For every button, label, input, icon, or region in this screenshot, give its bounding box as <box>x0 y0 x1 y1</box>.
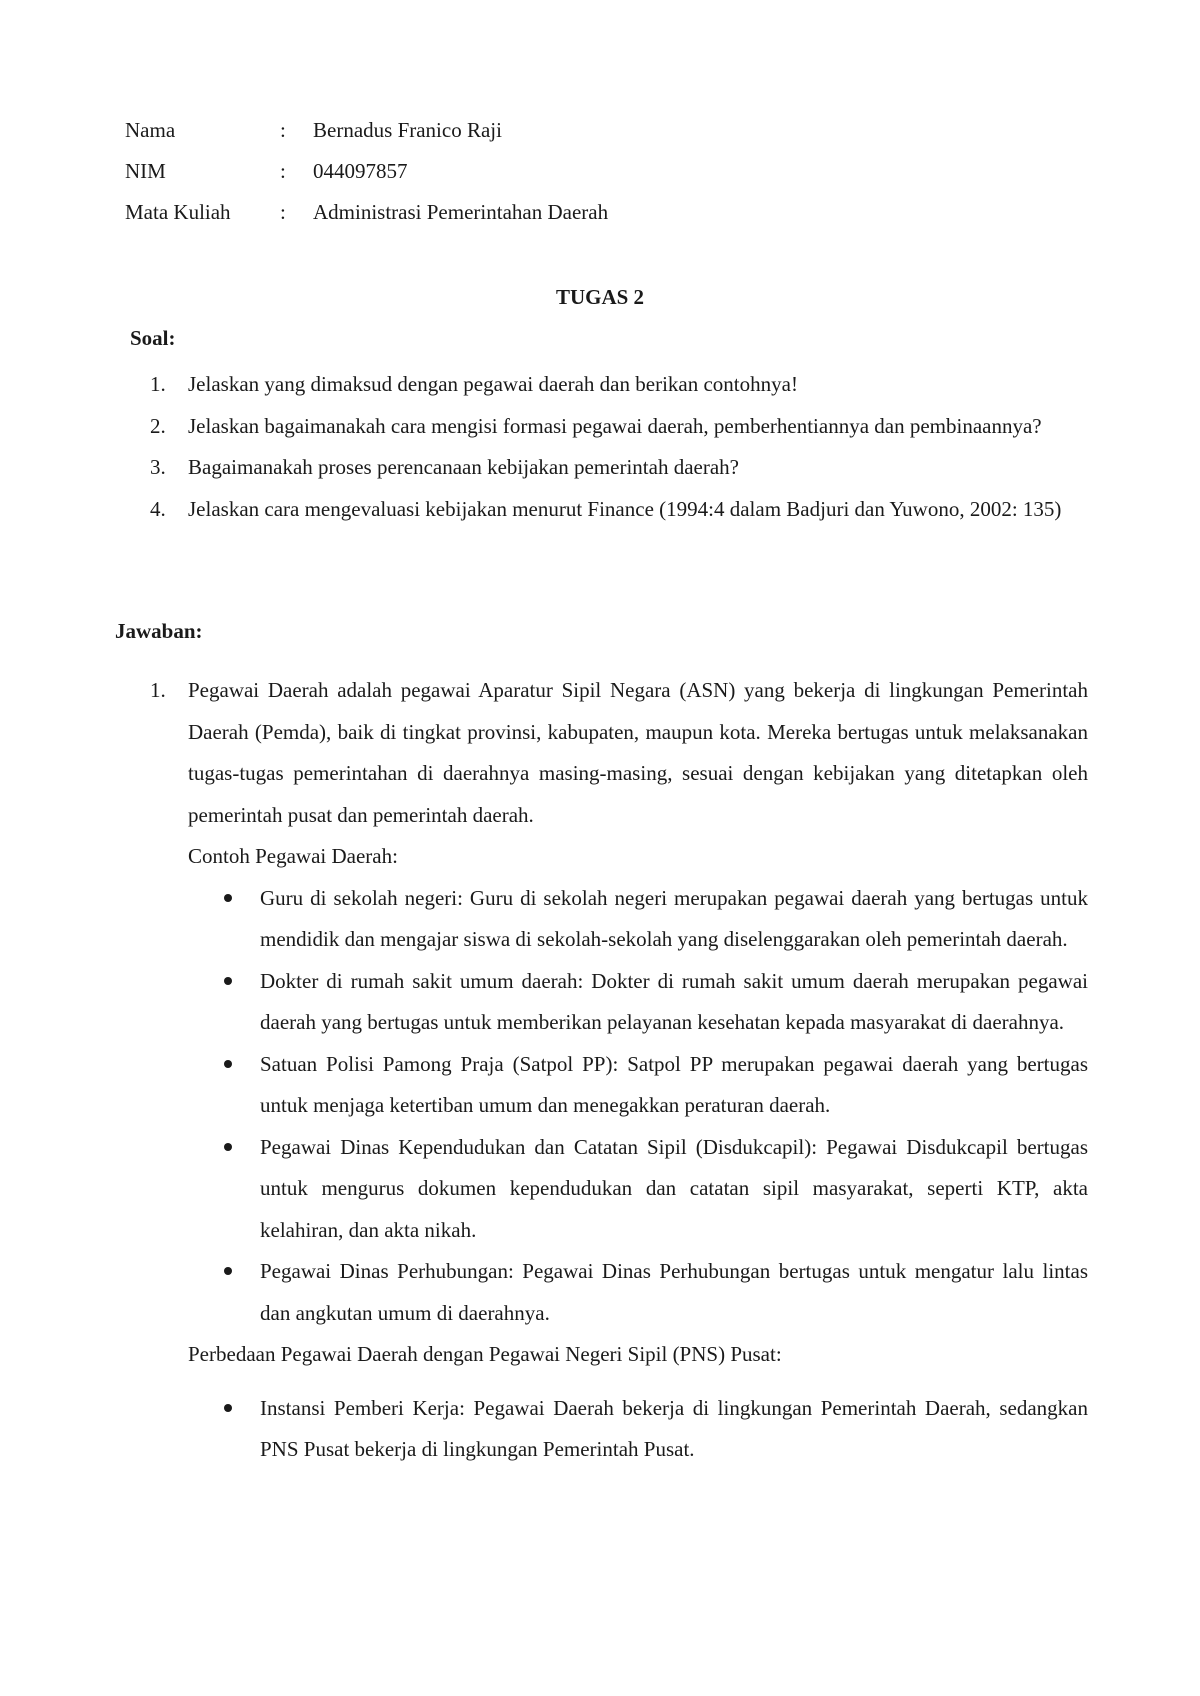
bullet-text: Instansi Pemberi Kerja: Pegawai Daerah bekerja di lingkungan Pemerintah Daerah, sedangkan PNS Pusat bekerja di lingkungan Pemerintah Pusat. <box>260 1395 1088 1461</box>
info-value: Administrasi Pemerintahan Daerah <box>313 200 609 224</box>
soal-heading: Soal: <box>130 326 176 350</box>
info-row-nim <box>125 157 608 198</box>
info-value: 044097857 <box>313 159 408 183</box>
list-item <box>222 1127 1088 1252</box>
info-label: Mata Kuliah <box>125 200 231 224</box>
jawaban-heading: Jawaban: <box>115 619 203 643</box>
info-label: Nama <box>125 118 176 142</box>
page-title: TUGAS 2 <box>555 285 645 309</box>
list-item <box>222 961 1088 1044</box>
item-text: Jelaskan cara mengevaluasi kebijakan menurut Finance (1994:4 dalam Badjuri dan Yuwono, 2002: 135) <box>188 496 1062 521</box>
bullet-icon <box>224 1143 232 1151</box>
contoh-list <box>150 878 1088 1335</box>
bullet-icon <box>224 977 232 985</box>
spacer <box>150 1376 1088 1388</box>
bullet-icon <box>224 1060 232 1068</box>
item-text: Jelaskan yang dimaksud dengan pegawai daerah dan berikan contohnya! <box>188 372 798 396</box>
list-item <box>150 406 1088 448</box>
item-number: 4. <box>150 496 166 521</box>
info-colon: : <box>280 118 286 142</box>
bullet-icon <box>224 1267 232 1275</box>
bullet-icon <box>224 894 232 902</box>
student-info <box>125 116 608 239</box>
info-row-nama <box>125 116 608 157</box>
bullet-text: Pegawai Dinas Perhubungan: Pegawai Dinas Perhubungan bertugas untuk mengatur lalu lintas dan angkutan umum di daerahnya. <box>260 1259 1088 1325</box>
soal-list <box>150 364 1088 530</box>
bullet-text: Dokter di rumah sakit umum daerah: Dokter di rumah sakit umum daerah merupakan pegawai daerah yang bertugas untuk memberikan pelayanan kesehatan kepada masyarakat di daerahnya. <box>260 968 1088 1034</box>
item-number: 1. <box>150 678 166 702</box>
list-item <box>222 878 1088 961</box>
item-number: 3. <box>150 455 166 479</box>
perbedaan-list <box>150 1388 1088 1471</box>
bullet-text: Satuan Polisi Pamong Praja (Satpol PP): Satpol PP merupakan pegawai daerah yang bertugas untuk menjaga ketertiban umum dan menegakkan peraturan daerah. <box>260 1051 1088 1117</box>
info-label: NIM <box>125 159 166 183</box>
bullet-icon <box>224 1404 232 1412</box>
info-row-mata-kuliah <box>125 198 608 239</box>
contoh-heading: Contoh Pegawai Daerah: <box>188 844 398 868</box>
jawaban-list <box>150 670 1088 1471</box>
bullet-text: Pegawai Dinas Kependudukan dan Catatan Sipil (Disdukcapil): Pegawai Disdukcapil bertugas untuk mengurus dokumen kependudukan dan catatan sipil masyarakat, seperti KTP, akta kelahiran, dan akta nikah. <box>260 1134 1088 1242</box>
list-item <box>222 1251 1088 1334</box>
bullet-text: Guru di sekolah negeri: Guru di sekolah negeri merupakan pegawai daerah yang bertugas untuk mendidik dan mengajar siswa di sekolah-sekolah yang diselenggarakan oleh pemerintah daerah. <box>260 885 1088 951</box>
item-number: 2. <box>150 413 166 438</box>
item-number: 1. <box>150 372 166 396</box>
info-colon: : <box>280 159 286 183</box>
info-value: Bernadus Franico Raji <box>313 118 502 142</box>
answer-item <box>150 670 1088 836</box>
list-item <box>222 1044 1088 1127</box>
list-item <box>222 1388 1088 1471</box>
list-item <box>150 364 1088 406</box>
list-item <box>150 489 1088 531</box>
perbedaan-heading: Perbedaan Pegawai Daerah dengan Pegawai Negeri Sipil (PNS) Pusat: <box>188 1342 782 1366</box>
answer-intro: Pegawai Daerah adalah pegawai Aparatur Sipil Negara (ASN) yang bekerja di lingkungan Pemerintah Daerah (Pemda), baik di tingkat provinsi, kabupaten, maupun kota. Mereka bertugas untuk melaksanakan tugas-tugas pemerintahan di daerahnya masing-masing, sesuai dengan kebijakan yang ditetapkan oleh pemerintah pusat dan pemerintah daerah. <box>188 678 1088 827</box>
list-item <box>150 447 1088 489</box>
info-colon: : <box>280 200 286 224</box>
item-text: Jelaskan bagaimanakah cara mengisi formasi pegawai daerah, pemberhentiannya dan pembinaannya? <box>188 413 1042 438</box>
item-text: Bagaimanakah proses perencanaan kebijakan pemerintah daerah? <box>188 455 739 479</box>
